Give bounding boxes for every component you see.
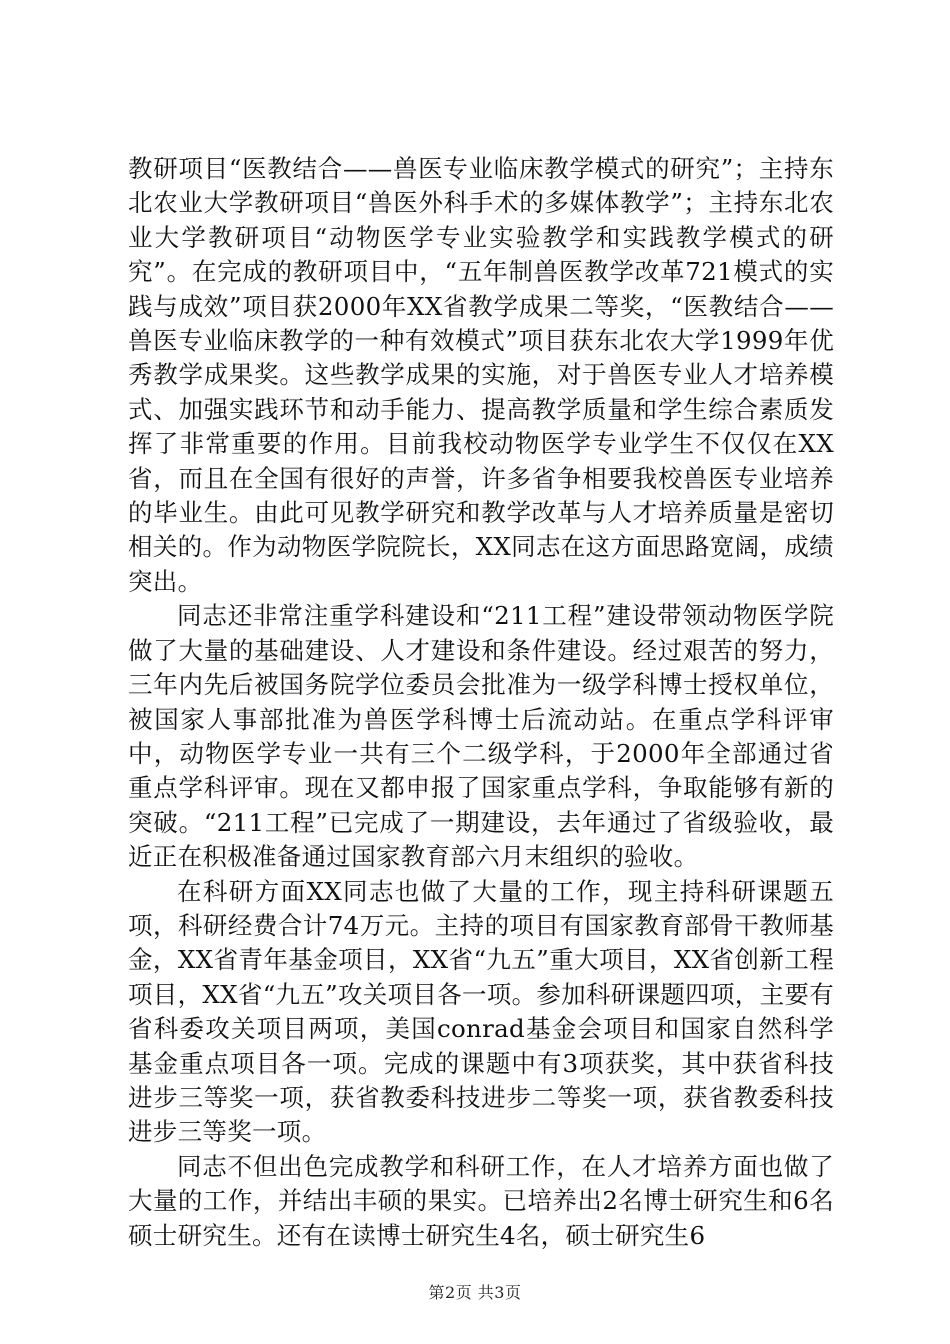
paragraph-teaching-research: 教研项目“医教结合——兽医专业临床教学模式的研究”；主持东北农业大学教研项目“兽医外科手术的多媒体教学”；主持东北农业大学教研项目“动物医学专业实验教学和实践教学模式的研究”。在完成的教研项目中，“五年制兽医教学改革721模式的实践与成效”项目获2000年XX省教学成果二等奖，“医教结合——兽医专业临床教学的一种有效模式”项目获东北农大学1999年优秀教学成果奖。这些教学成果的实施，对于兽医专业人才培养模式、加强实践环节和动手能力、提高教学质量和学生综合素质发挥了非常重要的作用。目前我校动物医学专业学生不仅仅在XX省，而且在全国有很好的声誉，许多省争相要我校兽医专业培养的毕业生。由此可见教学研究和教学改革与人才培养质量是密切相关的。作为动物医学院院长，XX同志在这方面思路宽阔，成绩突出。 bbox=[128, 154, 834, 596]
paragraph-discipline-construction: 同志还非常注重学科建设和“211工程”建设带领动物医学院做了大量的基础建设、人才建设和条件建设。经过艰苦的努力，三年内先后被国务院学位委员会批准为一级学科博士授权单位，被国家人事部批准为兽医学科博士后流动站。在重点学科评审中，动物医学专业一共有三个二级学科，于2000年全部通过省重点学科评审。现在又都申报了国家重点学科，争取能够有新的突破。“211工程”已完成了一期建设，去年通过了省级验收，最近正在积极准备通过国家教育部六月末组织的验收。 bbox=[128, 601, 834, 872]
paragraph-scientific-research: 在科研方面XX同志也做了大量的工作，现主持科研课题五项，科研经费合计74万元。主持的项目有国家教育部骨干教师基金，XX省青年基金项目，XX省“九五”重大项目，XX省创新工程项目，XX省“九五”攻关项目各一项。参加科研课题四项，主要有省科委攻关项目两项，美国conrad基金会项目和国家自然科学基金重点项目各一项。完成的课题中有3项获奖，其中获省科技进步三等奖一项，获省教委科技进步二等奖一项，获省教委科技进步三等奖一项。 bbox=[128, 876, 834, 1147]
page-number-footer: 第2页 共3页 bbox=[428, 1283, 522, 1302]
body-text bbox=[128, 152, 834, 1253]
paragraph-talent-training: 同志不但出色完成教学和科研工作，在人才培养方面也做了大量的工作，并结出丰硕的果实。已培养出2名博士研究生和6名硕士研究生。还有在读博士研究生4名，硕士研究生6 bbox=[128, 1151, 834, 1250]
